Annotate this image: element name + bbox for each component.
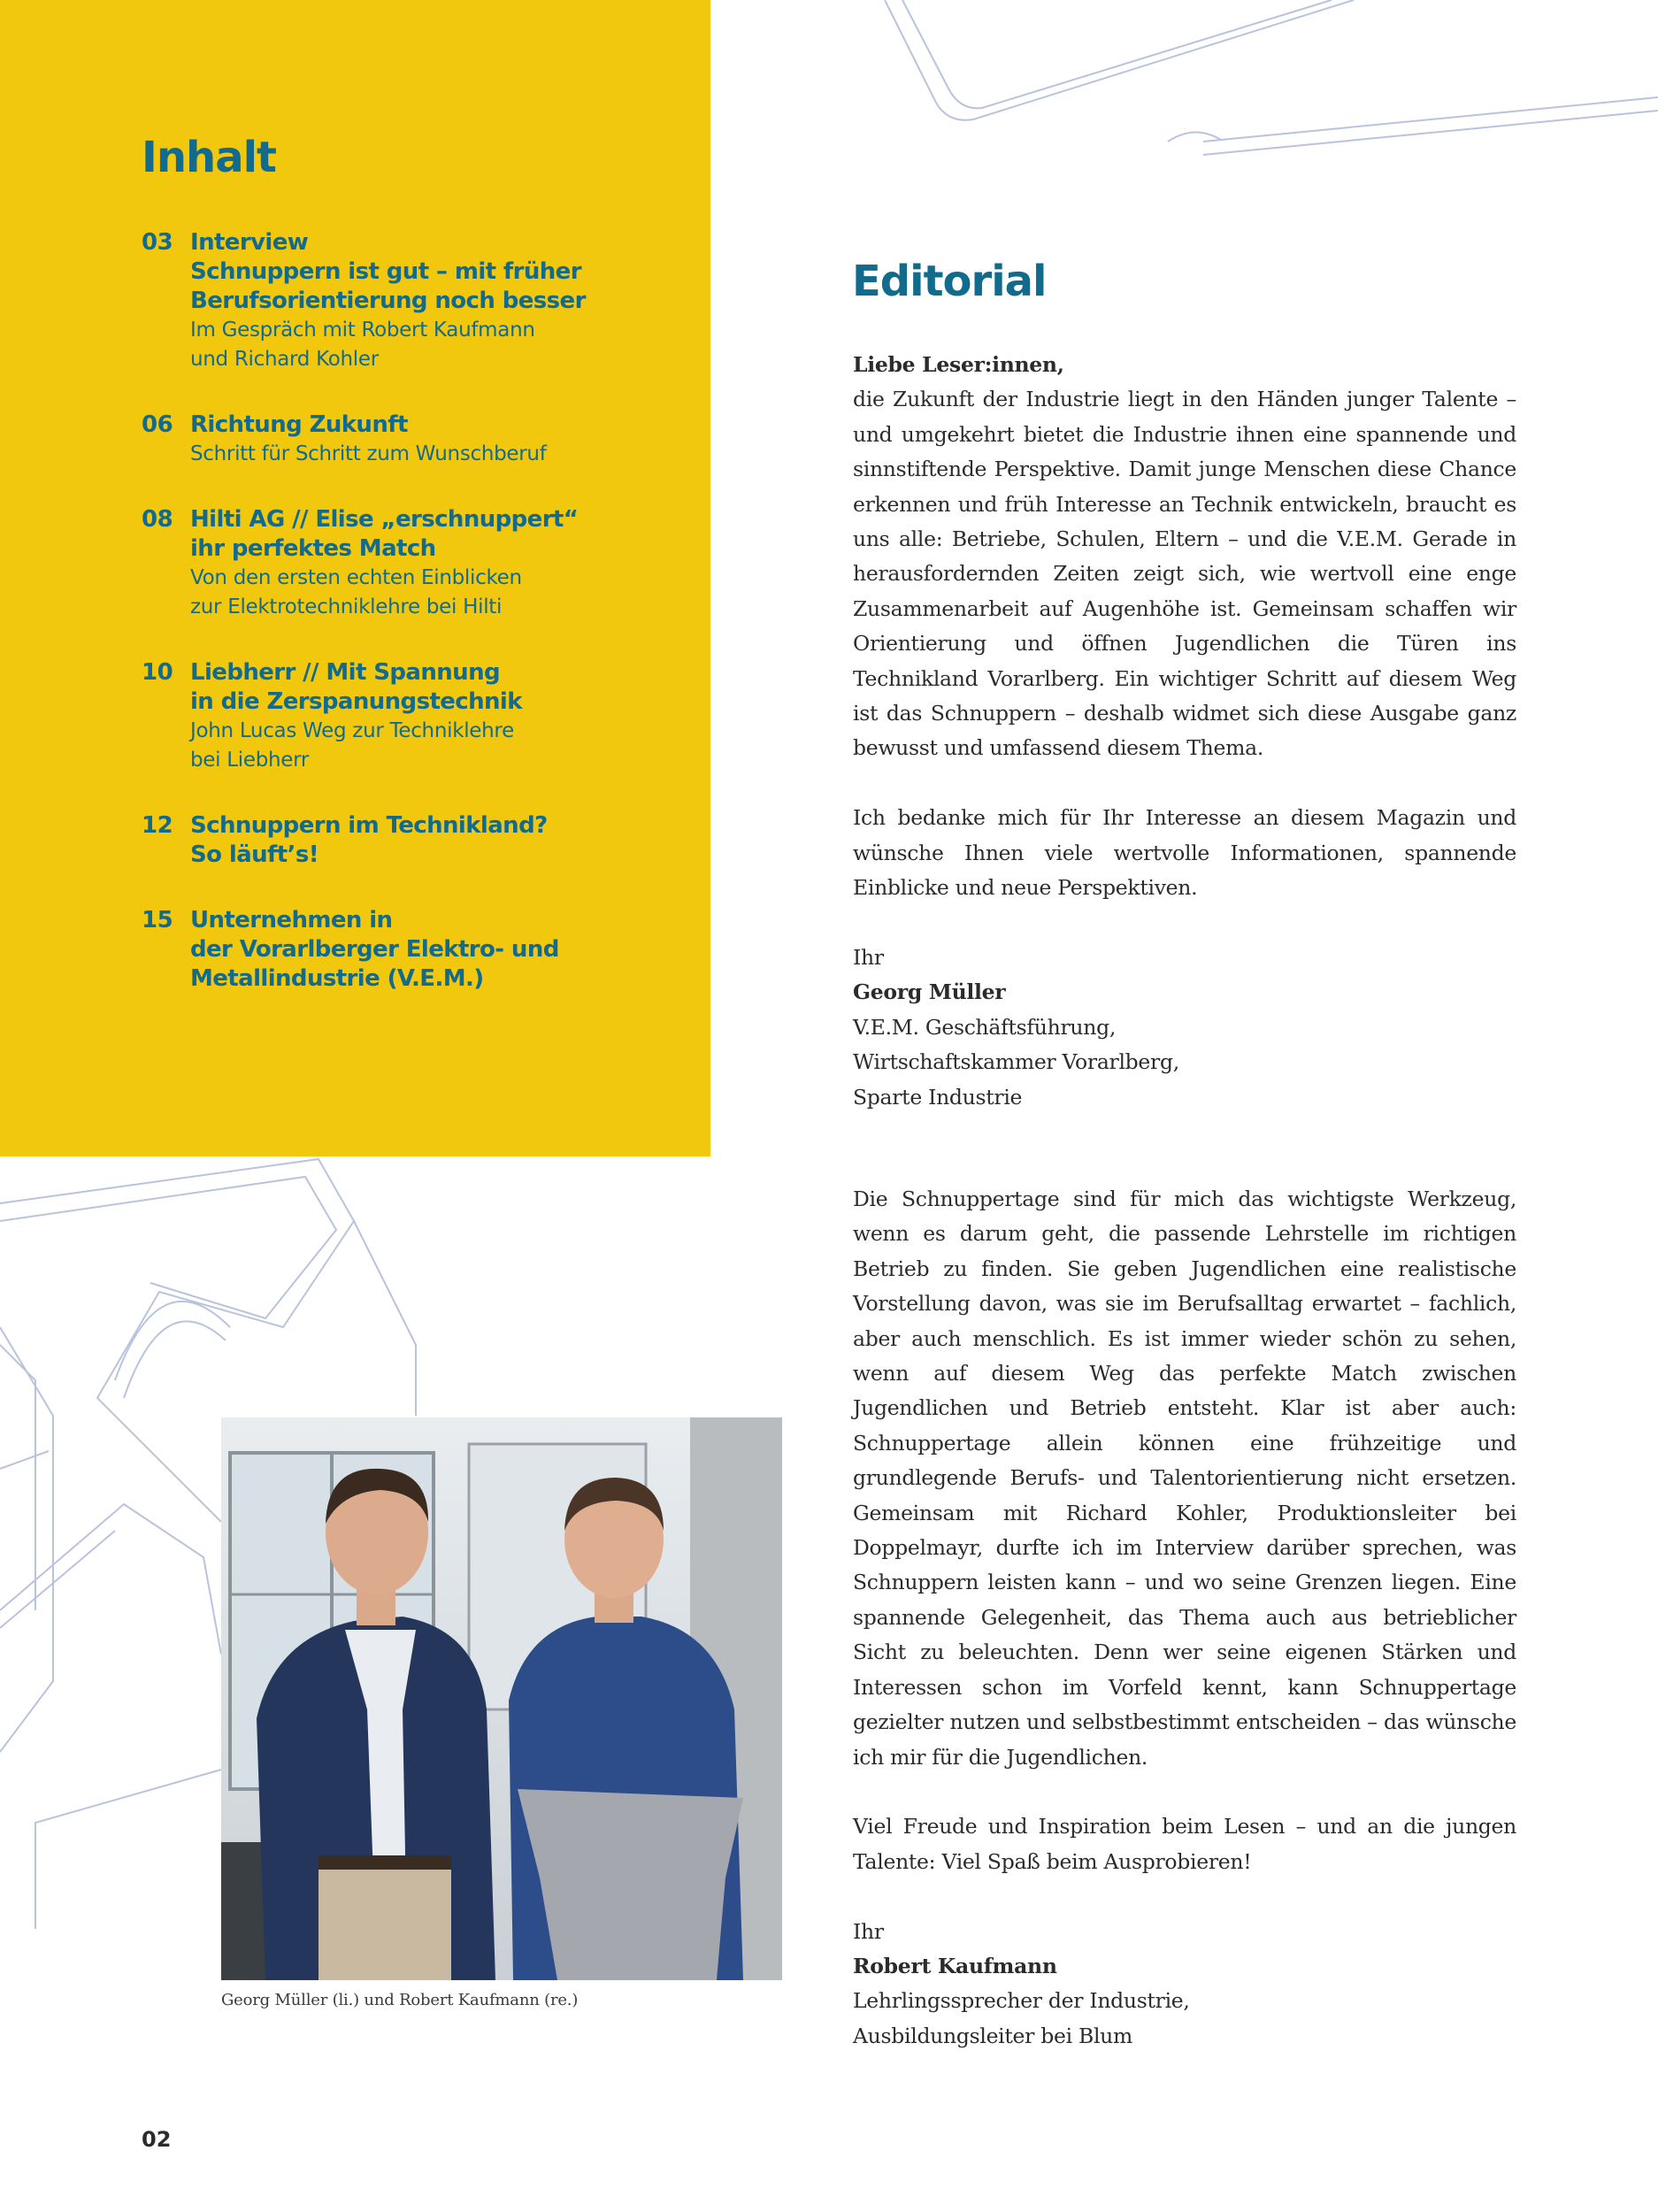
toc-heading-line: So läuft’s! [190,841,319,868]
signer-role: Ausbildungsleiter bei Blum [853,2023,1132,2048]
toc-heading-line: Schnuppern ist gut – mit früher [190,258,581,285]
toc-heading-line: Liebherr // Mit Spannung [190,659,501,686]
signer-role: Sparte Industrie [853,1084,1023,1110]
toc-entry[interactable] [142,906,690,994]
editorial-text [853,348,1516,1115]
toc-description-line: Schritt für Schritt zum Wunschberuf [190,442,547,465]
toc-description-line: Im Gespräch mit Robert Kaufmann [190,319,535,342]
signer-role: V.E.M. Geschäftsführung, [853,1014,1116,1040]
second-editorial-text [853,1182,1516,2054]
toc-description-line: John Lucas Weg zur Techniklehre [190,719,514,742]
toc-page-number: 10 [142,659,173,686]
signer-name: Georg Müller [853,979,1006,1005]
toc-heading-line: Interview [190,229,309,256]
toc-heading-line: Schnuppern im Technikland? [190,812,548,839]
toc-heading-line: in die Zerspanungstechnik [190,688,522,715]
editorial-paragraph: Ich bedanke mich für Ihr Interesse an diesem Magazin und wünsche Ihnen viele wertvolle Informationen, spannende Einblicke und neue Perspektiven. [853,805,1516,901]
toc-description-line: und Richard Kohler [190,348,379,371]
toc-page-number: 03 [142,229,173,256]
closing: Ihr [853,1918,884,1944]
toc-entry[interactable] [142,505,690,622]
editorial-paragraph: die Zukunft der Industrie liegt in den Händen junger Talente – und umgekehrt bietet die Industrie ihnen eine spannende und sinnstiftende Perspektive. Damit junge Menschen diese Chance erkennen und früh Interesse an Technik entwickeln, braucht es uns alle: Betriebe, Schulen, Eltern – und die V.E.M. Gerade in herausfordernden Zeiten zeigt sich, wie wertvoll eine enge Zusammenarbeit auf Augenhöhe ist. Gemeinsam schaffen wir Orientierung und öffnen Jugendlichen die Türen ins Technikland Vorarlberg. Ein wichtiger Schritt auf diesem Weg ist das Schnuppern – deshalb widmet sich diese Ausgabe ganz bewusst und umfassend diesem Thema. [853,387,1516,761]
toc-page-number: 15 [142,907,173,933]
signer-name: Robert Kaufmann [853,1953,1057,1978]
closing: Ihr [853,944,884,970]
toc-heading-line: Richtung Zukunft [190,411,408,438]
toc-list [142,228,690,1030]
toc-heading-line: Metallindustrie (V.E.M.) [190,965,484,992]
toc-heading-line: ihr perfektes Match [190,535,436,562]
toc-panel [0,0,710,1156]
signer-role: Wirtschaftskammer Vorarlberg, [853,1049,1179,1075]
toc-page-number: 12 [142,812,173,839]
page-number: 02 [142,2127,172,2152]
toc-entry[interactable] [142,411,690,469]
toc-description-line: bei Liebherr [190,749,310,772]
toc-heading-line: Unternehmen in [190,907,393,933]
toc-entry[interactable] [142,658,690,775]
editorial-paragraph: Viel Freude und Inspiration beim Lesen – und an die jungen Talente: Viel Spaß beim Ausprobieren! [853,1814,1516,1874]
photo-caption: Georg Müller (li.) und Robert Kaufmann (re.) [221,1991,579,2009]
signer-role: Lehrlingssprecher der Industrie, [853,1988,1190,2014]
toc-description-line: Von den ersten echten Einblicken [190,566,522,589]
toc-entry[interactable] [142,811,690,870]
toc-description-line: zur Elektrotechniklehre bei Hilti [190,595,503,618]
editorial-paragraph: Die Schnuppertage sind für mich das wichtigste Werkzeug, wenn es darum geht, die passende Lehrstelle im richtigen Betrieb zu finden. Sie geben Jugendlichen eine realistische Vorstellung davon, was sie im Berufsalltag erwartet – fachlich, aber auch menschlich. Es ist immer wieder schön zu sehen, wenn auf diesem Weg das perfekte Match zwischen Jugendlichen und Betrieb entsteht. Klar ist aber auch: Schnuppertage allein können eine frühzeitige und grundlegende Berufs- und Talentorientierung nicht ersetzen. Gemeinsam mit Richard Kohler, Produktionsleiter bei Doppelmayr, durfte ich im Interview darüber sprechen, was Schnuppern leisten kann – und wo seine Grenzen liegen. Eine spannende Gelegenheit, das Thema auch aus betrieblicher Sicht zu beleuchten. Denn wer seine eigenen Stärken und Interessen schon im Vorfeld kennt, kann Schnuppertage gezielter nutzen und selbstbestimmt entscheiden – das wünsche ich mir für die Jugendlichen. [853,1187,1516,1770]
toc-title: Inhalt [142,133,276,182]
toc-page-number: 08 [142,506,173,533]
toc-heading-line: Hilti AG // Elise „erschnuppert“ [190,506,579,533]
salutation: Liebe Leser:innen, [853,352,1064,377]
toc-entry[interactable] [142,228,690,374]
toc-page-number: 06 [142,411,173,438]
toc-heading-line: Berufsorientierung noch besser [190,288,586,314]
toc-heading-line: der Vorarlberger Elektro- und [190,936,559,963]
portrait-photo [221,1417,782,1980]
editorial-title: Editorial [852,257,1047,306]
